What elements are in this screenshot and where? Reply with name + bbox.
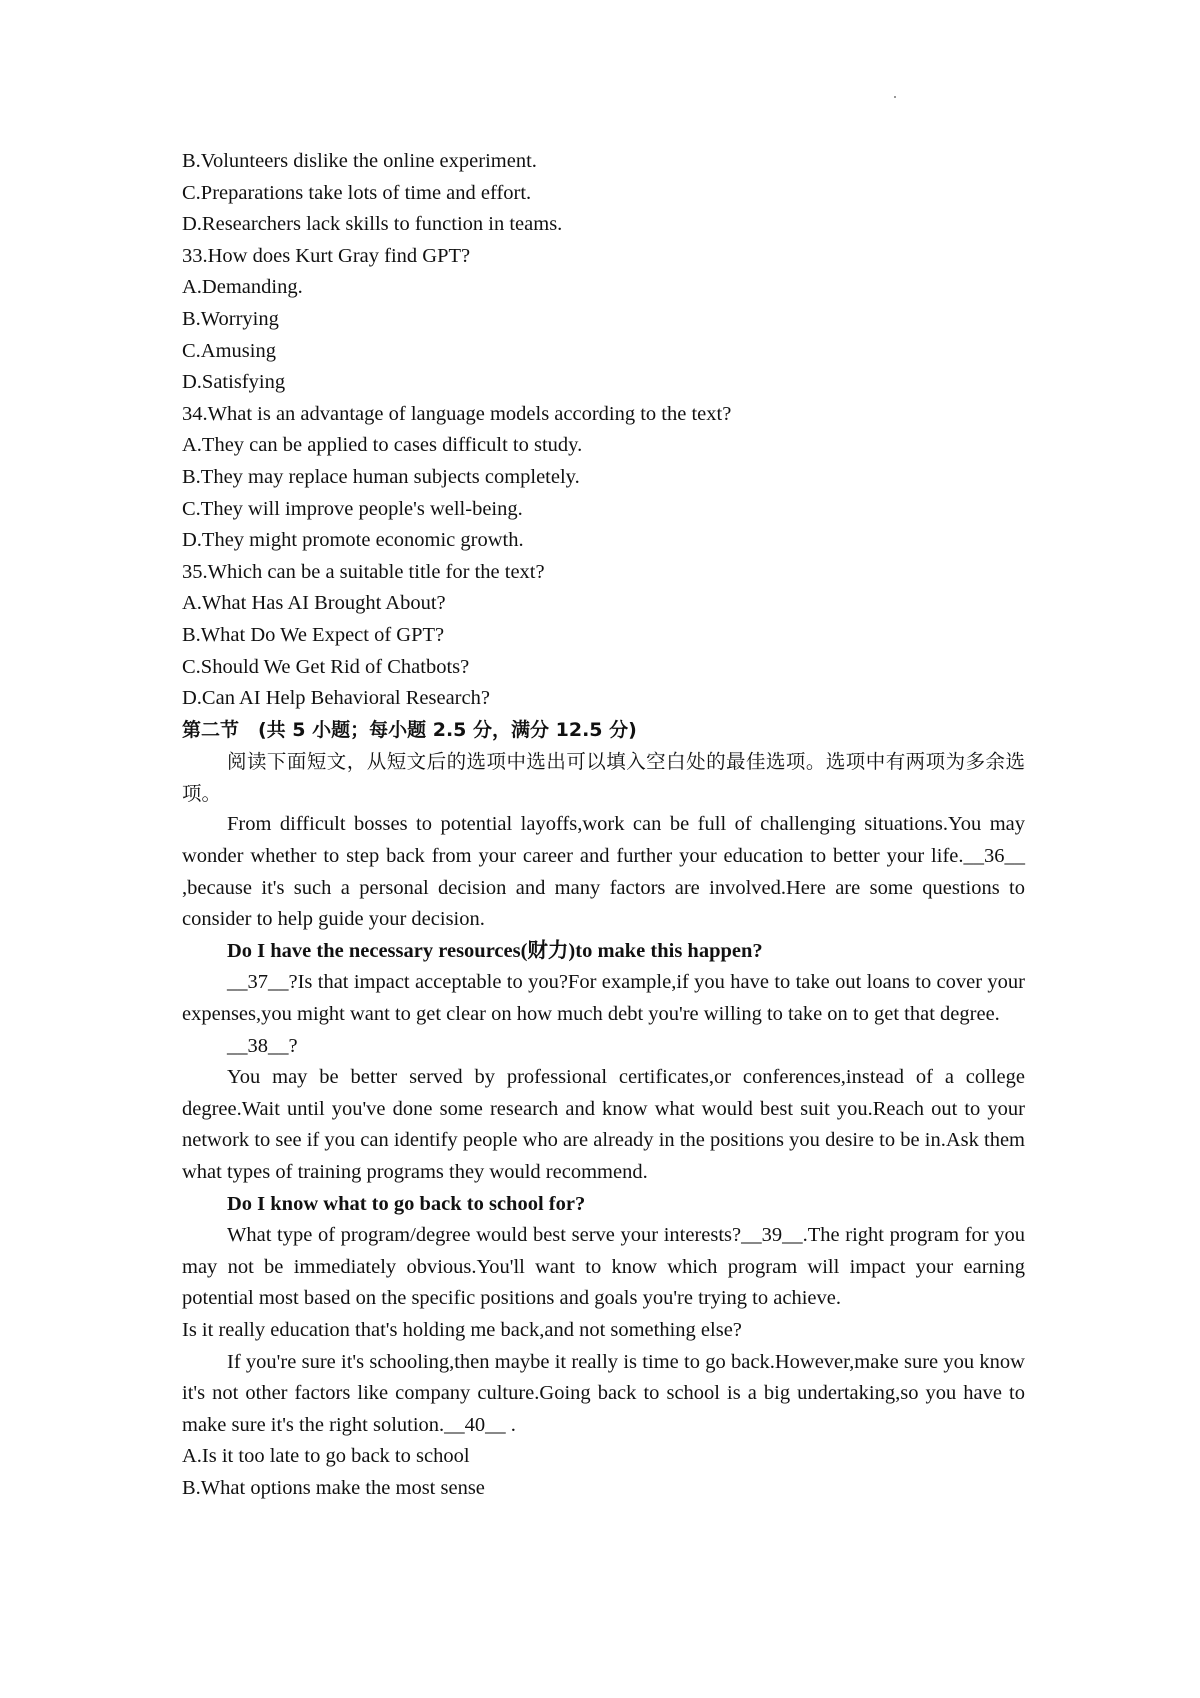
section-heading: 第二节 (共 5 小题；每小题 2.5 分，满分 12.5 分)	[182, 718, 637, 741]
passage-subheading-school: Do I know what to go back to school for?	[227, 1192, 586, 1215]
q32-option-d: D.Researchers lack skills to function in teams.	[182, 213, 563, 236]
passage-blank-38: __38__?	[227, 1034, 298, 1057]
q35-option-d: D.Can AI Help Behavioral Research?	[182, 687, 490, 710]
q33-option-c: C.Amusing	[182, 339, 276, 362]
q34-option-b: B.They may replace human subjects completely.	[182, 465, 580, 488]
q34-question: 34.What is an advantage of language models according to the text?	[182, 402, 732, 425]
passage-paragraph-2: __37__?Is that impact acceptable to you?For example,if you have to take out loans to cover your expenses,you might want to get clear on how much debt you're willing to take on to get that degree.	[182, 971, 1025, 1026]
passage-question-line: Is it really education that's holding me back,and not something else?	[182, 1318, 742, 1341]
q33-option-b: B.Worrying	[182, 307, 279, 330]
q35-option-b: B.What Do We Expect of GPT?	[182, 623, 445, 646]
q33-question: 33.How does Kurt Gray find GPT?	[182, 244, 471, 267]
passage-paragraph-5: What type of program/degree would best serve your interests?__39__.The right program for you may not be immediately obvious.You'll want to know which program will impact your earning potential most based on the specific positions and goals you're trying to achieve.	[182, 1224, 1025, 1310]
passage-subheading-resources: Do I have the necessary resources(财力)to make this happen?	[227, 939, 763, 962]
q35-option-a: A.What Has AI Brought About?	[182, 592, 446, 615]
choice-a: A.Is it too late to go back to school	[182, 1445, 470, 1468]
passage-paragraph-4: You may be better served by professional certificates,or conferences,instead of a college degree.Wait until you've done some research and know what would best suit you.Reach out to your network to see if you can identify people who are already in the positions you desire to be in.Ask them what types of training programs they would recommend.	[182, 1066, 1025, 1183]
q35-option-c: C.Should We Get Rid of Chatbots?	[182, 655, 470, 678]
q34-option-c: C.They will improve people's well-being.	[182, 497, 523, 520]
choice-b: B.What options make the most sense	[182, 1476, 485, 1499]
passage-paragraph-1: From difficult bosses to potential layoffs,work can be full of challenging situations.You may wonder whether to step back from your career and further your education to better your life.__36__ ,because it's such a personal decision and many factors are involved.Here are some questions to consider to help guide your decision.	[182, 813, 1025, 931]
document-page	[182, 146, 1025, 1505]
q32-option-b: B.Volunteers dislike the online experiment.	[182, 150, 537, 172]
section-instructions: 阅读下面短文，从短文后的选项中选出可以填入空白处的最佳选项。选项中有两项为多余选项。	[182, 750, 1025, 805]
passage-paragraph-6: If you're sure it's schooling,then maybe it really is time to go back.However,make sure you know it's not other factors like company culture.Going back to school is a big undertaking,so you have to make sure it's the right solution.__40__ .	[182, 1350, 1025, 1436]
page-speck	[894, 96, 896, 98]
q34-option-a: A.They can be applied to cases difficult to study.	[182, 434, 583, 457]
q34-option-d: D.They might promote economic growth.	[182, 529, 524, 552]
q35-question: 35.Which can be a suitable title for the text?	[182, 560, 545, 583]
q32-option-c: C.Preparations take lots of time and effort.	[182, 181, 532, 204]
q33-option-d: D.Satisfying	[182, 371, 286, 394]
q33-option-a: A.Demanding.	[182, 276, 303, 299]
